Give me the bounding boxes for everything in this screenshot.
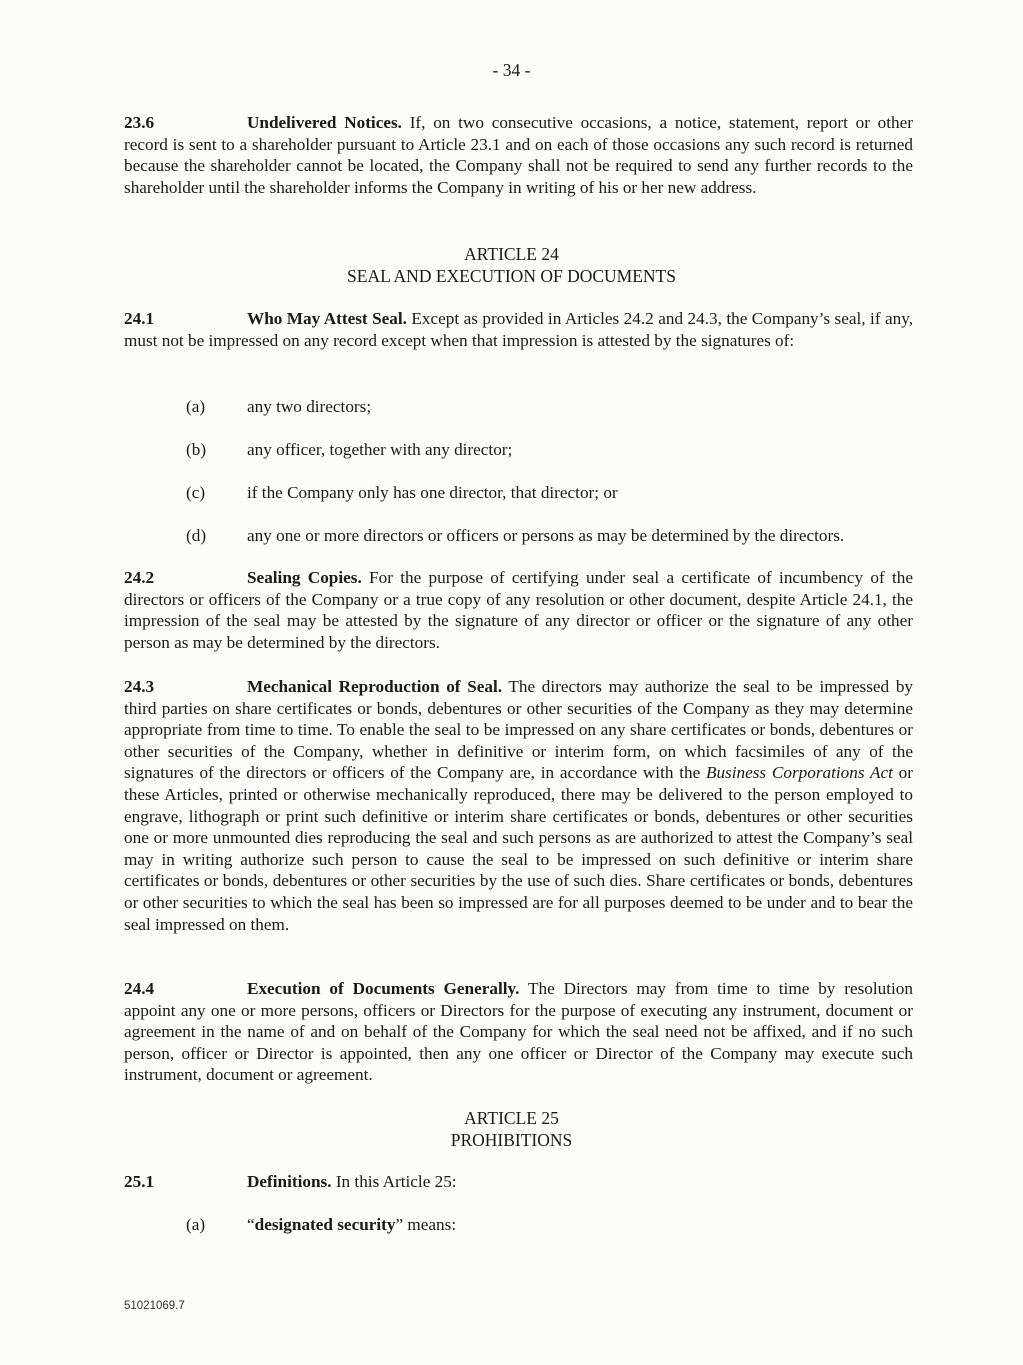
- open-quote: “: [247, 1215, 255, 1234]
- section-24-1: [124, 308, 913, 351]
- section-number: 24.2: [124, 568, 155, 587]
- section-number: 25.1: [124, 1172, 155, 1191]
- list-item: [186, 525, 844, 547]
- article-title: SEAL AND EXECUTION OF DOCUMENTS: [347, 266, 676, 286]
- document-id-footer: 51021069.7: [124, 1300, 185, 1312]
- section-number: 23.6: [124, 113, 155, 132]
- list-item: [186, 396, 371, 418]
- article-number: ARTICLE 25: [464, 1108, 559, 1128]
- section-text: The directors may authorize the seal to be impressed by third parties on share certificates or bonds, debentures or other securities of the Company as they may determine appropriate from time to time. To enable the seal to be impressed on any share certificates or bonds, debentures or other securities of the Company, whether in definitive or interim form, on which facsimiles of any of the signatures of the directors or officers of the Company are, in accordance with the: [124, 677, 914, 783]
- item-label: (a): [186, 1215, 206, 1234]
- section-text: In this Article 25:: [331, 1172, 457, 1191]
- page-number: - 34 -: [492, 60, 531, 80]
- section-title: Mechanical Reproduction of Seal.: [247, 677, 503, 696]
- item-text: any officer, together with any director;: [247, 440, 513, 459]
- item-text: any one or more directors or officers or persons as may be determined by the directors.: [247, 526, 845, 545]
- section-title: Sealing Copies.: [247, 568, 362, 587]
- defined-term: designated security: [254, 1215, 396, 1234]
- section-title: Undelivered Notices.: [247, 113, 402, 132]
- item-label: (c): [186, 483, 206, 502]
- section-24-3: [124, 676, 913, 935]
- section-text: Except as provided in Articles 24.2 and 24.3, the Company’s seal, if any, must not be impressed on any record except when that impression is attested by the signatures of:: [124, 309, 913, 350]
- article-25-heading: [0, 1107, 1023, 1151]
- section-24-4: [124, 978, 913, 1086]
- list-item: [186, 1214, 456, 1236]
- section-title: Definitions.: [247, 1172, 332, 1191]
- act-name: Business Corporations Act: [705, 763, 893, 783]
- list-item: [186, 482, 618, 504]
- section-text: If, on two consecutive occasions, a notice, statement, report or other record is sent to a shareholder pursuant to Article 23.1 and on each of those occasions any such record is returned because the shareholder cannot be located, the Company shall not be required to send any further records to the shareholder until the shareholder informs the Company in writing of his or her new address.: [124, 113, 913, 197]
- section-title: Execution of Documents Generally.: [247, 979, 520, 998]
- section-25-1: [124, 1171, 913, 1193]
- list-item: [186, 439, 512, 461]
- article-title: PROHIBITIONS: [450, 1130, 573, 1150]
- item-text: ” means:: [395, 1215, 457, 1234]
- section-number: 24.1: [124, 309, 155, 328]
- section-number: 24.3: [124, 677, 155, 696]
- section-text: For the purpose of certifying under seal a certificate of incumbency of the directors or officers of the Company or a true copy of any resolution or other document, despite Article 24.1, the impression of the seal may be attested by the signature of any director or officer or the signature of any other person as may be determined by the directors.: [124, 568, 913, 652]
- item-text: any two directors;: [247, 397, 372, 416]
- section-23-6: [124, 112, 913, 198]
- section-text: The Directors may from time to time by resolution appoint any one or more persons, officers or Directors for the purpose of executing any instrument, document or agreement in the name of and on behalf of the Company for which the seal need not be affixed, and if no such person, officer or Director is appointed, then any one officer or Director of the Company may execute such instrument, document or agreement.: [124, 979, 913, 1085]
- item-label: (a): [186, 397, 206, 416]
- section-title: Who May Attest Seal.: [247, 309, 407, 328]
- item-label: (d): [186, 526, 207, 545]
- article-number: ARTICLE 24: [464, 244, 559, 264]
- item-text: if the Company only has one director, that director; or: [247, 483, 618, 502]
- section-text-continued: or these Articles, printed or otherwise mechanically reproduced, there may be delivered to the person employed to engrave, lithograph or print such definitive or interim share certificates or bonds, debentures or other securities one or more unmounted dies reproducing the seal and such persons as are authorized to attest the Company’s seal may in writing authorize such person to cause the seal to be impressed on such definitive or interim share certificates or bonds, debentures or other securities by the use of such dies. Share certificates or bonds, debentures or other securities to which the seal has been so impressed are for all purposes deemed to be under and to bear the seal impressed on them.: [124, 763, 913, 934]
- section-number: 24.4: [124, 979, 155, 998]
- item-label: (b): [186, 440, 207, 459]
- section-24-2: [124, 567, 913, 653]
- article-24-heading: [0, 243, 1023, 287]
